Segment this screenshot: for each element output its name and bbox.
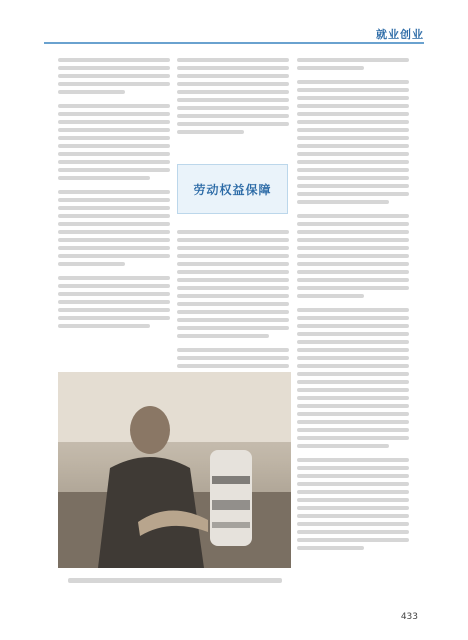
text-line-placeholder	[297, 522, 409, 526]
text-line-placeholder	[58, 316, 170, 320]
text-line-placeholder	[58, 246, 170, 250]
text-line-placeholder	[297, 160, 409, 164]
text-line-placeholder	[297, 428, 409, 432]
paragraph	[58, 186, 170, 266]
text-line-placeholder	[177, 246, 289, 250]
paragraph	[58, 100, 170, 180]
vase-pattern-band	[212, 500, 250, 510]
paragraph	[58, 54, 170, 94]
text-line-placeholder	[177, 310, 289, 314]
text-line-placeholder	[297, 222, 409, 226]
text-line-placeholder	[297, 144, 409, 148]
text-line-placeholder	[297, 136, 409, 140]
text-line-placeholder	[297, 80, 409, 84]
column-2	[177, 54, 289, 134]
text-line-placeholder	[177, 130, 244, 134]
text-line-placeholder	[297, 278, 409, 282]
text-line-placeholder	[58, 168, 170, 172]
text-line-placeholder	[58, 230, 170, 234]
text-line-placeholder	[297, 168, 409, 172]
text-line-placeholder	[297, 388, 409, 392]
text-line-placeholder	[58, 254, 170, 258]
text-line-placeholder	[297, 474, 409, 478]
text-line-placeholder	[177, 270, 289, 274]
paragraph	[58, 272, 170, 328]
text-line-placeholder	[297, 412, 409, 416]
text-line-placeholder	[297, 380, 409, 384]
text-line-placeholder	[58, 262, 125, 266]
text-line-placeholder	[58, 152, 170, 156]
paragraph	[297, 210, 409, 298]
text-line-placeholder	[297, 176, 409, 180]
text-line-placeholder	[177, 318, 289, 322]
paragraph	[177, 54, 289, 134]
text-line-placeholder	[297, 498, 409, 502]
banner-title: 劳动权益保障	[193, 182, 272, 197]
text-line-placeholder	[177, 114, 289, 118]
text-line-placeholder	[177, 356, 289, 360]
text-line-placeholder	[297, 466, 409, 470]
photo-illustration	[58, 372, 291, 568]
text-line-placeholder	[177, 254, 289, 258]
text-line-placeholder	[297, 112, 409, 116]
text-line-placeholder	[177, 106, 289, 110]
text-line-placeholder	[177, 238, 289, 242]
text-line-placeholder	[297, 364, 409, 368]
text-line-placeholder	[177, 74, 289, 78]
column-3	[297, 54, 409, 550]
text-line-placeholder	[58, 74, 170, 78]
text-line-placeholder	[297, 104, 409, 108]
text-line-placeholder	[58, 324, 150, 328]
photo-caption-placeholder	[68, 578, 282, 583]
text-line-placeholder	[297, 530, 409, 534]
text-line-placeholder	[297, 286, 409, 290]
text-line-placeholder	[297, 482, 409, 486]
text-line-placeholder	[297, 372, 409, 376]
text-line-placeholder	[297, 444, 389, 448]
text-line-placeholder	[297, 332, 409, 336]
text-line-placeholder	[58, 120, 170, 124]
header-rule	[44, 42, 424, 44]
text-line-placeholder	[297, 458, 409, 462]
text-line-placeholder	[58, 90, 125, 94]
text-line-placeholder	[297, 356, 409, 360]
paragraph	[297, 76, 409, 204]
text-line-placeholder	[58, 112, 170, 116]
text-line-placeholder	[177, 278, 289, 282]
text-line-placeholder	[297, 66, 364, 70]
text-line-placeholder	[297, 128, 409, 132]
text-line-placeholder	[58, 308, 170, 312]
page-number: 433	[400, 612, 418, 622]
text-line-placeholder	[177, 326, 289, 330]
text-line-placeholder	[297, 490, 409, 494]
ceramic-vase	[210, 450, 252, 546]
text-line-placeholder	[297, 308, 409, 312]
text-line-placeholder	[58, 292, 170, 296]
text-line-placeholder	[58, 214, 170, 218]
text-line-placeholder	[58, 104, 170, 108]
text-line-placeholder	[58, 276, 170, 280]
photo-background	[58, 372, 291, 442]
text-line-placeholder	[297, 58, 409, 62]
text-line-placeholder	[297, 506, 409, 510]
paragraph	[177, 226, 289, 338]
article-photo	[58, 372, 291, 568]
text-line-placeholder	[297, 200, 389, 204]
section-title: 就业创业	[376, 28, 424, 41]
text-line-placeholder	[297, 396, 409, 400]
text-line-placeholder	[58, 222, 170, 226]
text-line-placeholder	[177, 58, 289, 62]
paragraph	[297, 304, 409, 448]
text-line-placeholder	[177, 364, 289, 368]
text-line-placeholder	[297, 324, 409, 328]
text-line-placeholder	[297, 184, 409, 188]
text-line-placeholder	[297, 152, 409, 156]
column-1	[58, 54, 170, 328]
text-line-placeholder	[58, 198, 170, 202]
text-line-placeholder	[58, 136, 170, 140]
text-line-placeholder	[297, 96, 409, 100]
text-line-placeholder	[58, 300, 170, 304]
text-line-placeholder	[297, 420, 409, 424]
text-line-placeholder	[58, 206, 170, 210]
text-line-placeholder	[297, 120, 409, 124]
person-head	[130, 406, 170, 454]
section-banner	[177, 164, 288, 214]
text-line-placeholder	[297, 262, 409, 266]
text-line-placeholder	[297, 254, 409, 258]
text-line-placeholder	[58, 144, 170, 148]
text-line-placeholder	[297, 270, 409, 274]
vase-pattern-band	[212, 476, 250, 484]
text-line-placeholder	[58, 82, 170, 86]
text-line-placeholder	[177, 348, 289, 352]
text-line-placeholder	[177, 66, 289, 70]
text-line-placeholder	[58, 128, 170, 132]
text-line-placeholder	[58, 160, 170, 164]
text-line-placeholder	[297, 436, 409, 440]
text-line-placeholder	[297, 88, 409, 92]
text-line-placeholder	[297, 546, 364, 550]
text-line-placeholder	[58, 284, 170, 288]
text-line-placeholder	[177, 230, 289, 234]
text-line-placeholder	[297, 404, 409, 408]
text-line-placeholder	[177, 294, 289, 298]
text-line-placeholder	[58, 238, 170, 242]
text-line-placeholder	[58, 58, 170, 62]
text-line-placeholder	[177, 90, 289, 94]
column-2-lower	[177, 226, 289, 384]
text-line-placeholder	[297, 192, 409, 196]
text-line-placeholder	[297, 294, 364, 298]
text-line-placeholder	[297, 348, 409, 352]
text-line-placeholder	[58, 190, 170, 194]
text-line-placeholder	[297, 238, 409, 242]
text-line-placeholder	[297, 316, 409, 320]
paragraph	[297, 454, 409, 550]
text-line-placeholder	[58, 66, 170, 70]
paragraph	[297, 54, 409, 70]
text-line-placeholder	[297, 340, 409, 344]
text-line-placeholder	[297, 246, 409, 250]
vase-pattern-band	[212, 522, 250, 528]
text-line-placeholder	[297, 538, 409, 542]
text-line-placeholder	[297, 230, 409, 234]
text-line-placeholder	[177, 98, 289, 102]
text-line-placeholder	[177, 302, 289, 306]
text-line-placeholder	[58, 176, 150, 180]
text-line-placeholder	[297, 214, 409, 218]
text-line-placeholder	[177, 286, 289, 290]
text-line-placeholder	[177, 82, 289, 86]
text-line-placeholder	[177, 334, 269, 338]
text-line-placeholder	[297, 514, 409, 518]
text-line-placeholder	[177, 122, 289, 126]
text-line-placeholder	[177, 262, 289, 266]
